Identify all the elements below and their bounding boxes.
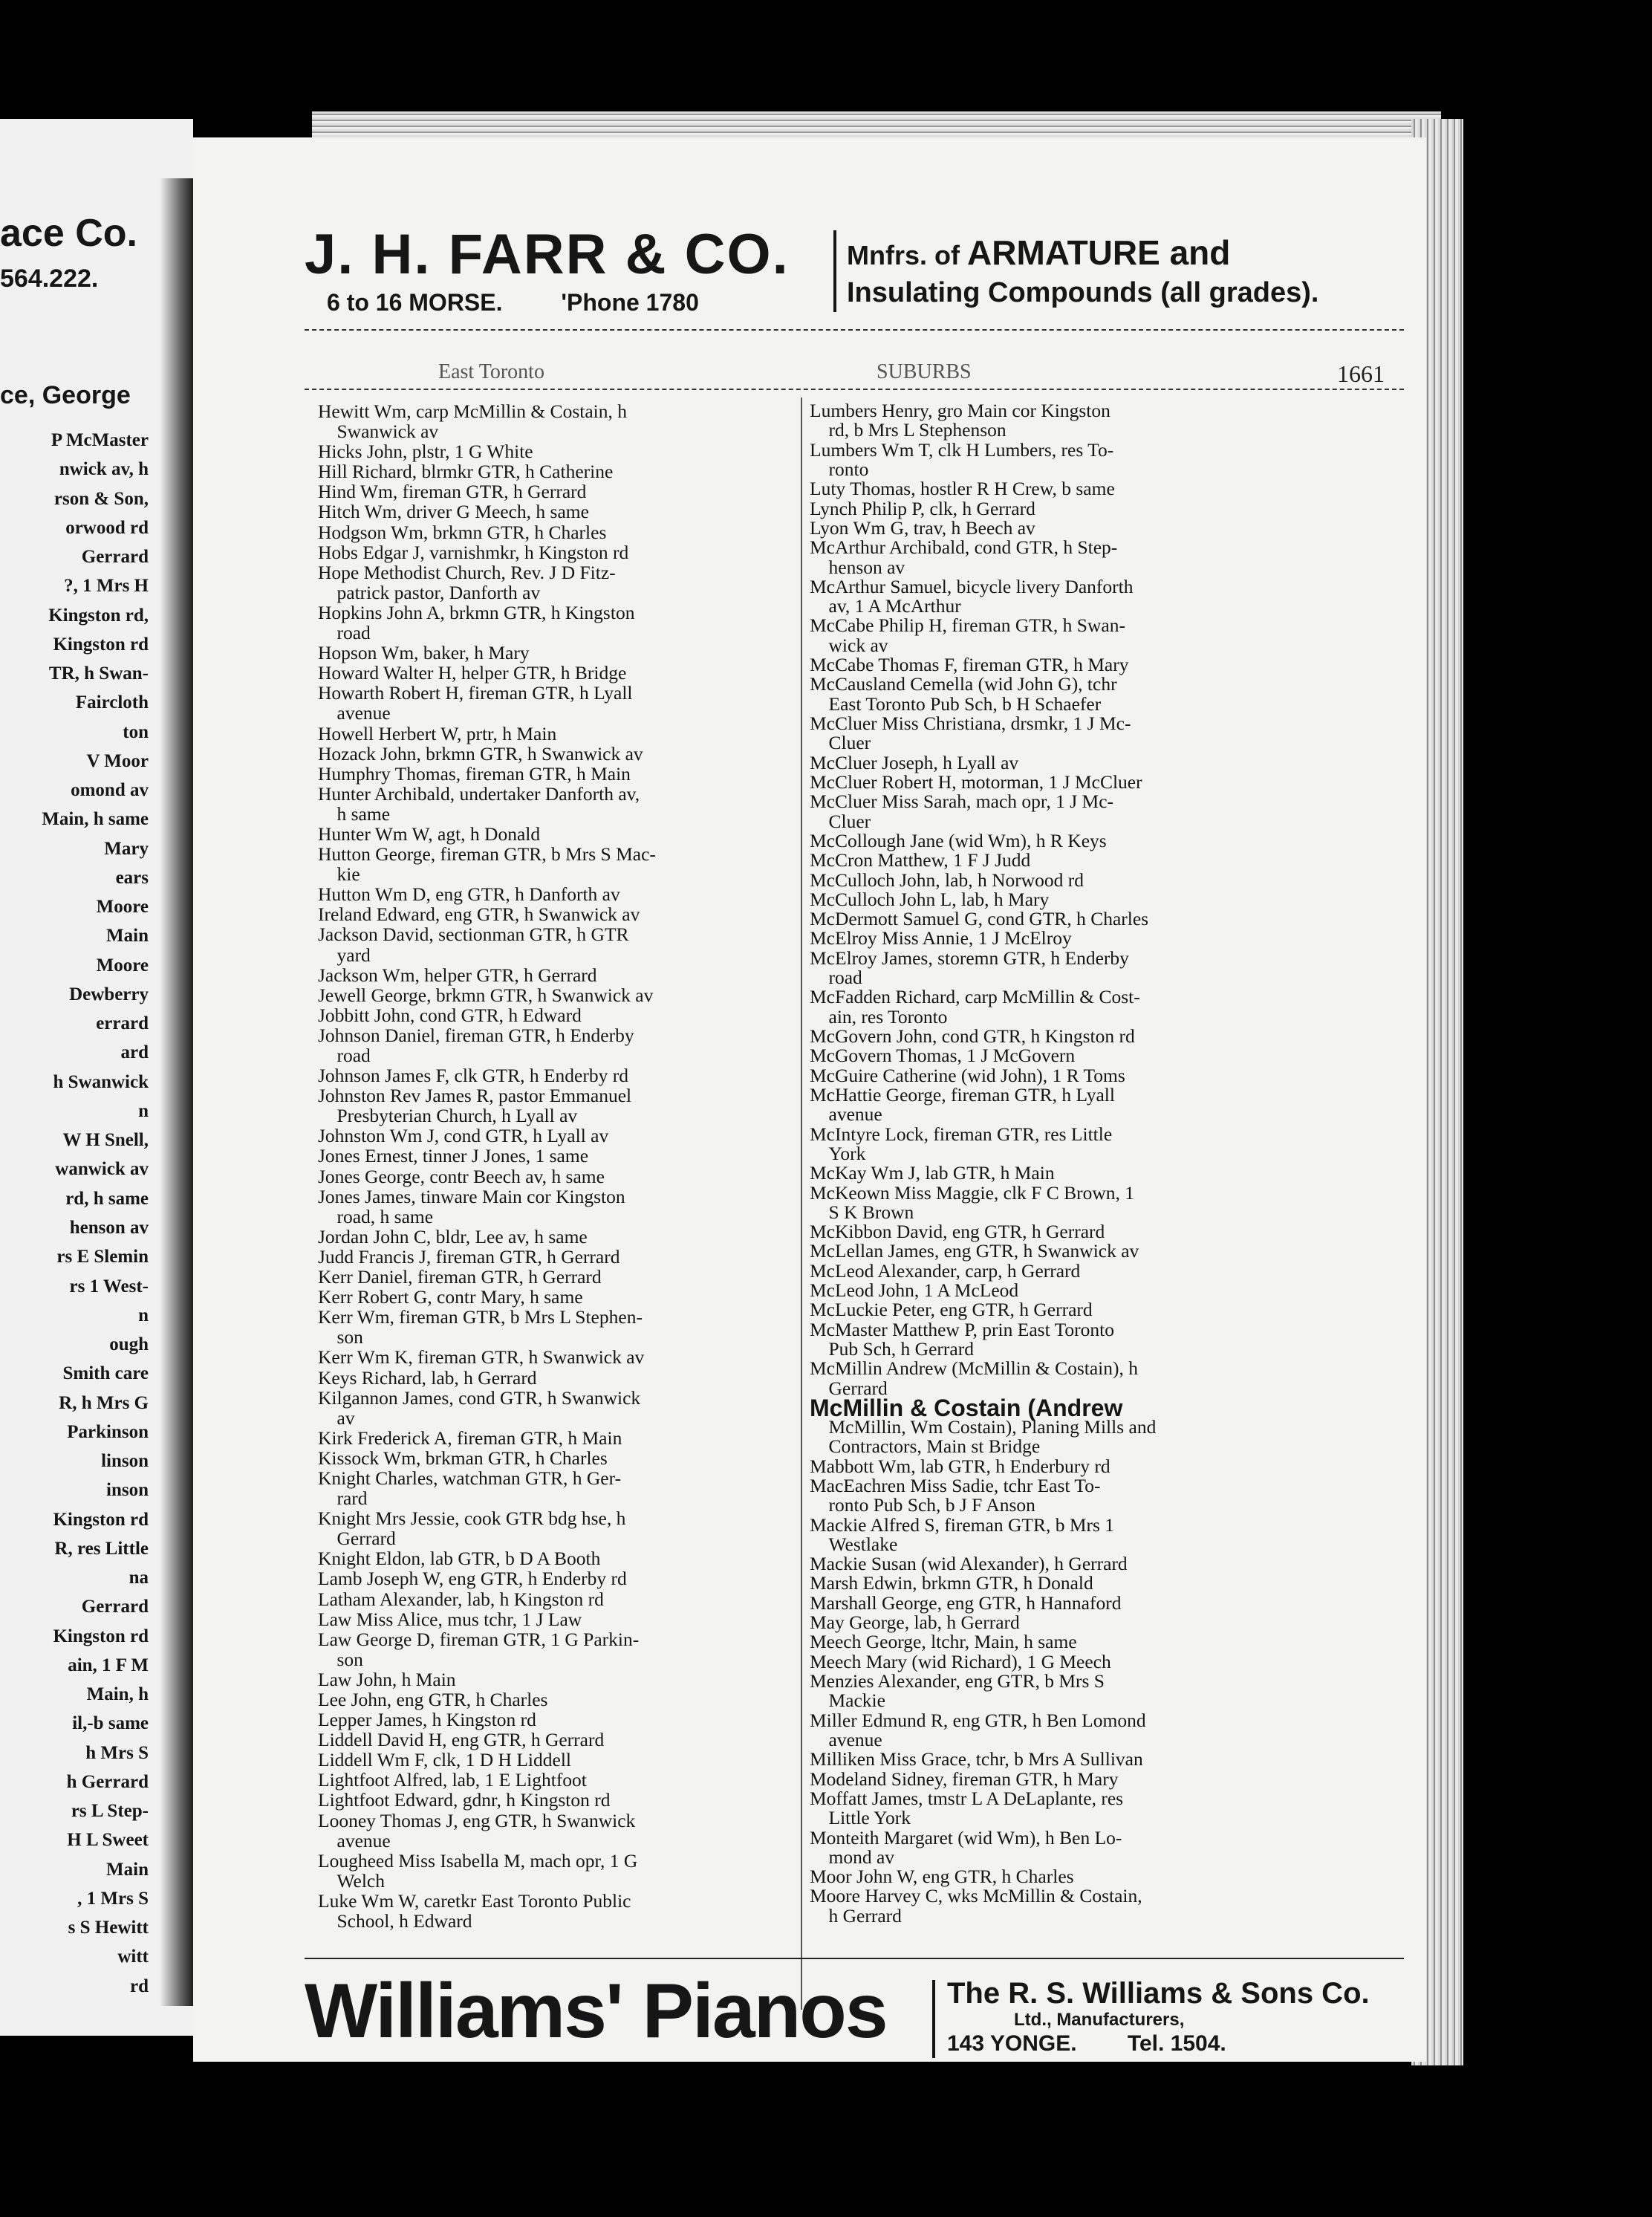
- left-page-line: ain, 1 F M: [68, 1655, 149, 1675]
- directory-entry-line: McCulloch John L, lab, h Mary: [810, 888, 1050, 910]
- left-page-line: P McMaster: [51, 430, 149, 450]
- directory-entry-line: McMillin Andrew (McMillin & Costain), h: [810, 1357, 1138, 1380]
- left-page-line: Main: [106, 1859, 149, 1880]
- directory-entry-line: Monteith Margaret (wid Wm), h Ben Lo-: [810, 1826, 1122, 1848]
- directory-entry-line: Ireland Edward, eng GTR, h Swanwick av: [318, 903, 640, 926]
- directory-entry-line: McElroy James, storemn GTR, h Enderby: [810, 947, 1129, 969]
- left-page-line: rson & Son,: [53, 488, 149, 509]
- directory-entry-line: mond av: [810, 1846, 895, 1868]
- pianos-divider: [932, 1980, 935, 2058]
- directory-entry-line: avenue: [810, 1728, 882, 1750]
- left-page-line: TR, h Swan-: [48, 663, 149, 684]
- left-page-subhead: ce, George: [0, 381, 131, 409]
- directory-entry-line: Lightfoot Alfred, lab, 1 E Lightfoot: [318, 1769, 587, 1791]
- directory-entry-line: Johnston Rev James R, pastor Emmanuel: [318, 1085, 632, 1107]
- left-page-line: R, res Little: [54, 1538, 149, 1559]
- directory-entry-line: Keys Richard, lab, h Gerrard: [318, 1366, 537, 1389]
- williams-company-subline: Ltd., Manufacturers,: [1014, 2010, 1185, 2030]
- directory-entry-line: Hunter Archibald, undertaker Danforth av,: [318, 782, 640, 805]
- directory-entry-line: Milliken Miss Grace, tchr, b Mrs A Sullivan: [810, 1748, 1143, 1770]
- directory-entry-line: Presbyterian Church, h Lyall av: [318, 1105, 578, 1127]
- directory-entry-line: Luke Wm W, caretkr East Toronto Public: [318, 1889, 631, 1912]
- directory-entry-line: henson av: [810, 556, 905, 578]
- left-page-line: W H Snell,: [62, 1130, 149, 1151]
- farr-address: 6 to 16 MORSE.: [327, 289, 503, 316]
- left-page-line: ard: [120, 1042, 149, 1063]
- directory-entry-line: Mackie: [810, 1689, 885, 1712]
- directory-entry-line: Gerrard: [318, 1528, 396, 1550]
- directory-entry-line: Moor John W, eng GTR, h Charles: [810, 1866, 1074, 1888]
- left-page-line: , 1 Mrs S: [77, 1888, 149, 1909]
- left-page-line: Kingston rd: [53, 1626, 149, 1646]
- directory-entry-line: McGovern Thomas, 1 J McGovern: [810, 1045, 1076, 1067]
- directory-entry-line: Liddell David H, eng GTR, h Gerrard: [318, 1729, 605, 1751]
- williams-phone: Tel. 1504.: [1127, 2031, 1226, 2056]
- directory-entry-line: Contractors, Main st Bridge: [810, 1435, 1041, 1458]
- left-page-line: H L Sweet: [67, 1830, 149, 1851]
- left-page-line: witt: [117, 1947, 149, 1967]
- directory-entry-line: Hewitt Wm, carp McMillin & Costain, h: [318, 400, 627, 422]
- left-page-line: omond av: [71, 780, 149, 801]
- directory-entry-line: Lumbers Wm T, clk H Lumbers, res To-: [810, 438, 1114, 461]
- directory-entry-line: Lumbers Henry, gro Main cor Kingston: [810, 400, 1110, 421]
- williams-company-name: The R. S. Williams & Sons Co.: [947, 1977, 1370, 2010]
- directory-entry-line: School, h Edward: [318, 1910, 472, 1932]
- left-page-line: Main: [106, 926, 149, 947]
- directory-entry-line: McLellan James, eng GTR, h Swanwick av: [810, 1240, 1139, 1262]
- directory-entry-line: Lee John, eng GTR, h Charles: [318, 1689, 548, 1710]
- directory-entry-line: Welch: [318, 1869, 385, 1892]
- directory-entry-line: McCluer Joseph, h Lyall av: [810, 751, 1019, 773]
- directory-entry-line: McHattie George, fireman GTR, h Lyall: [810, 1083, 1115, 1106]
- directory-entry-line: Hopson Wm, baker, h Mary: [318, 642, 530, 664]
- left-page-header: ace Co.: [0, 212, 137, 255]
- directory-entry-line: McArthur Archibald, cond GTR, h Step-: [810, 536, 1118, 559]
- left-page-line: Main, h: [86, 1684, 149, 1705]
- left-page-line: Faircloth: [75, 692, 149, 713]
- directory-entry-line: Jordan John C, bldr, Lee av, h same: [318, 1225, 588, 1247]
- left-page-line: orwood rd: [65, 517, 149, 538]
- left-page-line: Dewberry: [69, 984, 149, 1004]
- page-number: 1661: [1337, 360, 1385, 387]
- directory-entry-line: Lightfoot Edward, gdnr, h Kingston rd: [318, 1789, 611, 1811]
- directory-entry-line: road: [318, 1045, 371, 1066]
- directory-entry-line: Hozack John, brkmn GTR, h Swanwick av: [318, 742, 643, 765]
- directory-entry-line: Hill Richard, blrmkr GTR, h Catherine: [318, 461, 614, 483]
- running-head: [305, 360, 1404, 390]
- directory-entry-line: S K Brown: [810, 1201, 914, 1223]
- directory-entry-line: Jewell George, brkmn GTR, h Swanwick av: [318, 984, 654, 1006]
- directory-entry-line: road: [318, 622, 371, 644]
- running-head-center: SUBURBS: [877, 360, 972, 383]
- directory-entry-line: East Toronto Pub Sch, b H Schaefer: [810, 692, 1102, 715]
- left-page-line: h Swanwick: [53, 1071, 149, 1092]
- directory-entry-line: Little York: [810, 1807, 911, 1829]
- left-page-line: n: [138, 1100, 149, 1121]
- left-page-phone: 564.222.: [0, 264, 99, 293]
- directory-entry-line: Howell Herbert W, prtr, h Main: [318, 722, 557, 744]
- left-page-line: Moore: [96, 897, 149, 918]
- directory-entry-line: Howarth Robert H, fireman GTR, h Lyall: [318, 682, 633, 704]
- listing-column-left: [318, 401, 864, 1931]
- left-page-line: h Gerrard: [66, 1771, 149, 1792]
- farr-company-name: J. H. FARR & CO.: [305, 223, 790, 286]
- directory-entry-line: Jones Ernest, tinner J Jones, 1 same: [318, 1145, 589, 1167]
- farr-products-armature: ARMATURE and: [967, 233, 1231, 272]
- directory-entry-line: road: [810, 967, 862, 989]
- directory-entry-line: McMillin & Costain (Andrew: [810, 1394, 1123, 1421]
- left-page-line: ough: [109, 1334, 149, 1355]
- directory-entry-line: Johnson James F, clk GTR, h Enderby rd: [318, 1065, 628, 1087]
- farr-products-line1: [847, 233, 1367, 273]
- directory-entry-line: McDermott Samuel G, cond GTR, h Charles: [810, 908, 1149, 930]
- left-page-line: nwick av, h: [59, 459, 149, 480]
- left-page-line: rd, h same: [65, 1188, 149, 1209]
- farr-company-block: [305, 223, 825, 317]
- directory-entry-line: Modeland Sidney, fireman GTR, h Mary: [810, 1768, 1119, 1790]
- directory-entry-line: Pub Sch, h Gerrard: [810, 1338, 974, 1360]
- directory-entry-line: McKay Wm J, lab GTR, h Main: [810, 1162, 1055, 1184]
- left-page-line: Main, h same: [42, 809, 149, 830]
- directory-entry-line: Lamb Joseph W, eng GTR, h Enderby rd: [318, 1568, 627, 1590]
- directory-entry-line: May George, lab, h Gerrard: [810, 1611, 1020, 1634]
- directory-entry-line: McFadden Richard, carp McMillin & Cost-: [810, 986, 1140, 1008]
- directory-entry-line: Marsh Edwin, brkmn GTR, h Donald: [810, 1572, 1093, 1594]
- listing-column-right: [810, 401, 1356, 1926]
- directory-entry-line: McKeown Miss Maggie, clk F C Brown, 1: [810, 1181, 1135, 1204]
- directory-entry-line: McLuckie Peter, eng GTR, h Gerrard: [810, 1299, 1093, 1321]
- directory-entry-line: Howard Walter H, helper GTR, h Bridge: [318, 662, 627, 684]
- directory-entry-line: h same: [318, 802, 391, 825]
- directory-entry-line: h Gerrard: [810, 1904, 902, 1927]
- directory-entry-line: McGovern John, cond GTR, h Kingston rd: [810, 1025, 1135, 1047]
- directory-entry-line: Johnson Daniel, fireman GTR, h Enderby: [318, 1024, 634, 1046]
- directory-entry-line: Jones James, tinware Main cor Kingston: [318, 1185, 625, 1207]
- directory-entry-line: Hutton George, fireman GTR, b Mrs S Mac-: [318, 843, 656, 866]
- directory-entry-line: Law George D, fireman GTR, 1 G Parkin-: [318, 1628, 640, 1650]
- directory-entry-line: Kerr Robert G, contr Mary, h same: [318, 1286, 583, 1308]
- directory-entry-line: wick av: [810, 634, 888, 656]
- running-head-rule: [305, 389, 1404, 390]
- left-page-line: ton: [123, 721, 149, 742]
- left-page-line: Kingston rd,: [48, 605, 149, 626]
- directory-entry-line: Menzies Alexander, eng GTR, b Mrs S: [810, 1670, 1105, 1692]
- directory-entry-line: Kissock Wm, brkman GTR, h Charles: [318, 1447, 608, 1469]
- directory-entry-line: kie: [318, 863, 360, 886]
- directory-entry-line: Kirk Frederick A, fireman GTR, h Main: [318, 1426, 622, 1449]
- directory-entry-line: Lynch Philip P, clk, h Gerrard: [810, 497, 1035, 519]
- directory-entry-line: Meech George, ltchr, Main, h same: [810, 1631, 1077, 1653]
- directory-entry-line: Kerr Wm, fireman GTR, b Mrs L Stephen-: [318, 1306, 643, 1328]
- directory-entry-line: yard: [318, 944, 371, 966]
- banner-divider: [833, 230, 836, 312]
- directory-entry-line: Cluer: [810, 810, 871, 832]
- running-head-left: East Toronto: [438, 360, 544, 383]
- directory-entry-line: McCollough Jane (wid Wm), h R Keys: [810, 829, 1107, 851]
- directory-entry-line: Hutton Wm D, eng GTR, h Danforth av: [318, 883, 620, 906]
- directory-entry-line: avenue: [810, 1103, 882, 1126]
- directory-entry-line: av, 1 A McArthur: [810, 595, 961, 617]
- directory-entry-line: Swanwick av: [318, 421, 439, 443]
- directory-entry-line: ronto Pub Sch, b J F Anson: [810, 1494, 1035, 1516]
- directory-entry-line: Luty Thomas, hostler R H Crew, b same: [810, 478, 1115, 500]
- directory-entry-line: son: [318, 1326, 363, 1348]
- directory-entry-line: Mabbott Wm, lab GTR, h Enderbury rd: [810, 1455, 1110, 1477]
- directory-entry-line: Hopkins John A, brkmn GTR, h Kingston: [318, 601, 635, 623]
- left-page-line: Smith care: [62, 1363, 149, 1384]
- directory-entry-line: Jobbitt John, cond GTR, h Edward: [318, 1004, 582, 1026]
- directory-entry-line: Judd Francis J, fireman GTR, h Gerrard: [318, 1245, 620, 1267]
- left-page-line: rd: [130, 1976, 149, 1996]
- left-page-line: Moore: [96, 955, 149, 976]
- williams-pianos-advertisement: [305, 1968, 1411, 2062]
- directory-entry-line: McCabe Thomas F, fireman GTR, h Mary: [810, 654, 1129, 676]
- left-page-line: Mary: [104, 838, 149, 859]
- directory-entry-line: MacEachren Miss Sadie, tchr East To-: [810, 1474, 1101, 1496]
- directory-entry-line: Hitch Wm, driver G Meech, h same: [318, 501, 589, 523]
- directory-entry-line: ronto: [810, 458, 869, 480]
- directory-entry-line: McCausland Cemella (wid John G), tchr: [810, 673, 1117, 695]
- farr-advertisement: [305, 223, 1411, 345]
- directory-page: [193, 137, 1426, 2062]
- left-page-line: Gerrard: [81, 547, 149, 568]
- left-page-line: inson: [106, 1480, 149, 1501]
- left-page-line: rs E Slemin: [56, 1247, 149, 1267]
- directory-entry-line: Latham Alexander, lab, h Kingston rd: [318, 1588, 604, 1610]
- directory-entry-line: Knight Mrs Jessie, cook GTR bdg hse, h: [318, 1507, 626, 1530]
- directory-entry-line: McKibbon David, eng GTR, h Gerrard: [810, 1221, 1105, 1243]
- left-page-line: Kingston rd: [53, 634, 149, 655]
- directory-entry-line: ain, res Toronto: [810, 1005, 948, 1028]
- farr-phone: 'Phone 1780: [561, 289, 699, 316]
- left-page-line: V Moor: [86, 750, 149, 771]
- footer-top-rule: [305, 1958, 1404, 1959]
- left-page-line: rs 1 West-: [69, 1276, 149, 1296]
- left-page-line: s S Hewitt: [68, 1918, 149, 1938]
- farr-products-line2: Insulating Compounds (all grades).: [847, 277, 1319, 309]
- directory-entry-line: road, h same: [318, 1205, 434, 1227]
- left-page-line: Kingston rd: [53, 1509, 149, 1530]
- banner-bottom-rule: [305, 329, 1404, 331]
- left-page-line: errard: [96, 1013, 149, 1034]
- williams-pianos-brand: Williams' Pianos: [305, 1968, 887, 2054]
- left-page-line: wanwick av: [55, 1159, 149, 1180]
- directory-entry-line: Kerr Wm K, fireman GTR, h Swanwick av: [318, 1346, 645, 1369]
- directory-entry-line: York: [810, 1142, 866, 1164]
- directory-entry-line: McMillin, Wm Costain), Planing Mills and: [810, 1415, 1157, 1438]
- directory-entry-line: McCron Matthew, 1 F J Judd: [810, 849, 1031, 871]
- directory-entry-line: Kerr Daniel, fireman GTR, h Gerrard: [318, 1266, 602, 1288]
- directory-entry-line: Hicks John, plstr, 1 G White: [318, 441, 533, 463]
- directory-entry-line: McMaster Matthew P, prin East Toronto: [810, 1318, 1114, 1340]
- directory-entry-line: McElroy Miss Annie, 1 J McElroy: [810, 927, 1072, 950]
- directory-entry-line: Kilgannon James, cond GTR, h Swanwick: [318, 1386, 641, 1409]
- directory-entry-line: Hind Wm, fireman GTR, h Gerrard: [318, 481, 587, 503]
- left-page-line: Gerrard: [81, 1597, 149, 1617]
- left-page-line: il,-b same: [72, 1713, 149, 1734]
- directory-entry-line: Liddell Wm F, clk, 1 D H Liddell: [318, 1749, 571, 1771]
- directory-entry-line: Law Miss Alice, mus tchr, 1 J Law: [318, 1608, 582, 1630]
- column-divider: [801, 397, 802, 2010]
- directory-entry-line: Moore Harvey C, wks McMillin & Costain,: [810, 1885, 1142, 1907]
- directory-entry-line: Jones George, contr Beech av, h same: [318, 1165, 605, 1187]
- left-page-line: R, h Mrs G: [59, 1392, 149, 1413]
- directory-entry-line: McCluer Miss Christiana, drsmkr, 1 J Mc-: [810, 713, 1131, 734]
- directory-entry-line: avenue: [318, 1829, 391, 1851]
- directory-entry-line: Law John, h Main: [318, 1668, 456, 1690]
- directory-entry-line: Knight Charles, watchman GTR, h Ger-: [318, 1467, 622, 1489]
- directory-entry-line: rd, b Mrs L Stephenson: [810, 419, 1007, 441]
- farr-products: [847, 233, 1367, 311]
- directory-entry-line: Humphry Thomas, fireman GTR, h Main: [318, 762, 631, 785]
- williams-address: 143 YONGE.: [947, 2031, 1077, 2056]
- williams-company-block: [947, 1977, 1422, 2056]
- directory-entry-line: McArthur Samuel, bicycle livery Danforth: [810, 575, 1134, 597]
- left-page-line: linson: [101, 1451, 149, 1472]
- williams-address-line: [947, 2031, 1422, 2056]
- directory-entry-line: Lyon Wm G, trav, h Beech av: [810, 516, 1035, 539]
- directory-entry-line: Hunter Wm W, agt, h Donald: [318, 822, 541, 845]
- directory-entry-line: son: [318, 1648, 363, 1670]
- directory-entry-line: Hobs Edgar J, varnishmkr, h Kingston rd: [318, 541, 629, 563]
- left-page-line: rs L Step-: [71, 1801, 149, 1822]
- directory-entry-line: McCulloch John, lab, h Norwood rd: [810, 869, 1084, 891]
- directory-entry-line: av: [318, 1406, 355, 1429]
- directory-entry-line: Lougheed Miss Isabella M, mach opr, 1 G: [318, 1849, 638, 1872]
- directory-entry-line: McLeod Alexander, carp, h Gerrard: [810, 1259, 1081, 1282]
- directory-entry-line: Looney Thomas J, eng GTR, h Swanwick: [318, 1809, 636, 1831]
- directory-entry-line: Marshall George, eng GTR, h Hannaford: [810, 1591, 1122, 1614]
- directory-entry-line: Miller Edmund R, eng GTR, h Ben Lomond: [810, 1709, 1146, 1731]
- directory-entry-line: Westlake: [810, 1533, 898, 1555]
- directory-entry-line: Cluer: [810, 732, 871, 754]
- directory-entry-line: patrick pastor, Danforth av: [318, 581, 541, 603]
- directory-entry-line: McLeod John, 1 A McLeod: [810, 1279, 1019, 1302]
- page-corner-mark: [1415, 134, 1436, 156]
- left-page-line: ?, 1 Mrs H: [64, 576, 149, 597]
- farr-products-prefix: Mnfrs. of: [847, 240, 960, 270]
- left-page-line: henson av: [69, 1218, 149, 1238]
- page-edges-top: [312, 111, 1441, 141]
- directory-entry-line: Gerrard: [810, 1377, 888, 1399]
- directory-entry-line: Mackie Alfred S, fireman GTR, b Mrs 1: [810, 1513, 1115, 1536]
- farr-address-line: [305, 289, 825, 317]
- left-page-line: n: [138, 1305, 149, 1325]
- directory-entry-line: Jackson Wm, helper GTR, h Gerrard: [318, 964, 597, 986]
- directory-entry-line: Hope Methodist Church, Rev. J D Fitz-: [318, 561, 616, 583]
- directory-entry-line: Mackie Susan (wid Alexander), h Gerrard: [810, 1553, 1128, 1575]
- directory-entry-line: McCluer Robert H, motorman, 1 J McCluer: [810, 770, 1142, 793]
- directory-entry-line: Moffatt James, tmstr L A DeLaplante, res: [810, 1787, 1124, 1809]
- directory-entry-line: Knight Eldon, lab GTR, b D A Booth: [318, 1548, 601, 1570]
- directory-entry-line: Meech Mary (wid Richard), 1 G Meech: [810, 1650, 1111, 1672]
- directory-entry-line: Jackson David, sectionman GTR, h GTR: [318, 924, 629, 946]
- directory-entry-line: rard: [318, 1487, 368, 1510]
- directory-entry-line: Lepper James, h Kingston rd: [318, 1709, 536, 1731]
- directory-entry-line: McGuire Catherine (wid John), 1 R Toms: [810, 1064, 1125, 1086]
- directory-entry-line: McIntyre Lock, fireman GTR, res Little: [810, 1123, 1113, 1145]
- directory-entry-line: Johnston Wm J, cond GTR, h Lyall av: [318, 1125, 609, 1147]
- directory-entry-line: McCluer Miss Sarah, mach opr, 1 J Mc-: [810, 791, 1114, 813]
- left-page-line: Parkinson: [67, 1421, 149, 1442]
- left-page-line: na: [129, 1568, 149, 1588]
- left-page-line: ears: [115, 867, 149, 888]
- directory-entry-line: avenue: [318, 702, 391, 724]
- directory-entry-line: Hodgson Wm, brkmn GTR, h Charles: [318, 521, 607, 543]
- directory-entry-line: McCabe Philip H, fireman GTR, h Swan-: [810, 614, 1125, 637]
- left-page-line: h Mrs S: [85, 1742, 149, 1763]
